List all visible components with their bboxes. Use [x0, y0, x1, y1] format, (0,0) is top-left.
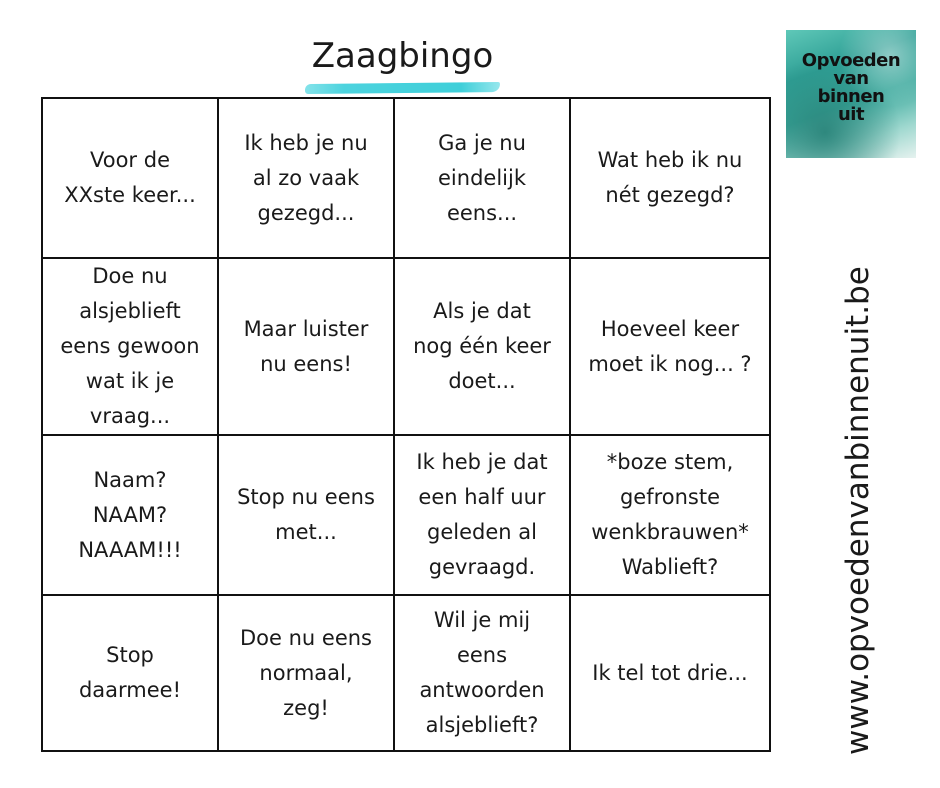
- website-url: www.opvoedenvanbinnenuit.be: [840, 266, 876, 755]
- bingo-grid: [41, 97, 771, 752]
- bingo-cell-text: Ik tel tot drie...: [592, 660, 748, 685]
- bingo-row: [42, 98, 770, 258]
- bingo-cell-text: Doe nu eens normaal, zeg!: [240, 625, 372, 720]
- bingo-cell: [42, 258, 218, 435]
- bingo-cell: [42, 595, 218, 751]
- bingo-cell: [570, 595, 770, 751]
- bingo-row: [42, 435, 770, 595]
- bingo-cell: [394, 98, 570, 258]
- bingo-cell-text: Doe nu alsjeblieft eens gewoon wat ik je vraag...: [60, 264, 200, 428]
- bingo-cell: [42, 435, 218, 595]
- bingo-cell-text: Wil je mij eens antwoorden alsjeblieft?: [419, 608, 545, 737]
- bingo-cell-text: Wat heb ik nu nét gezegd?: [597, 148, 743, 207]
- bingo-cell-text: Ga je nu eindelijk eens...: [438, 130, 526, 225]
- bingo-cell: [218, 435, 394, 595]
- bingo-cell-text: Als je dat nog één keer doet...: [413, 299, 551, 393]
- bingo-cell: [570, 98, 770, 258]
- bingo-cell-text: Stop nu eens met...: [237, 485, 375, 544]
- bingo-cell: [218, 98, 394, 258]
- bingo-cell-text: Stop daarmee!: [78, 643, 182, 702]
- bingo-cell-text: Ik heb je dat een half uur geleden al gevraagd.: [416, 450, 548, 579]
- brand-logo: [786, 30, 916, 158]
- bingo-cell-text: Maar luister nu eens!: [243, 316, 369, 376]
- bingo-cell: [570, 435, 770, 595]
- bingo-cell: [394, 435, 570, 595]
- bingo-cell: [42, 98, 218, 258]
- brand-logo-text: Opvoeden van binnen uit: [801, 50, 901, 125]
- bingo-cell-text: Voor de XXste keer...: [64, 148, 196, 207]
- bingo-cell: [394, 595, 570, 751]
- page-title: Zaagbingo: [311, 36, 494, 76]
- bingo-cell: [394, 258, 570, 435]
- bingo-cell-text: *boze stem, gefronste wenkbrauwen* Wablieft?: [591, 450, 749, 579]
- bingo-cell: [570, 258, 770, 435]
- title-highlight-stroke: [305, 82, 500, 94]
- bingo-cell-text: Naam? NAAM? NAAAM!!!: [78, 467, 182, 562]
- bingo-cell: [218, 595, 394, 751]
- bingo-cell-text: Hoeveel keer moet ik nog... ?: [588, 316, 752, 376]
- bingo-row: [42, 595, 770, 751]
- bingo-cell: [218, 258, 394, 435]
- bingo-cell-text: Ik heb je nu al zo vaak gezegd...: [244, 130, 368, 225]
- bingo-row: [42, 258, 770, 435]
